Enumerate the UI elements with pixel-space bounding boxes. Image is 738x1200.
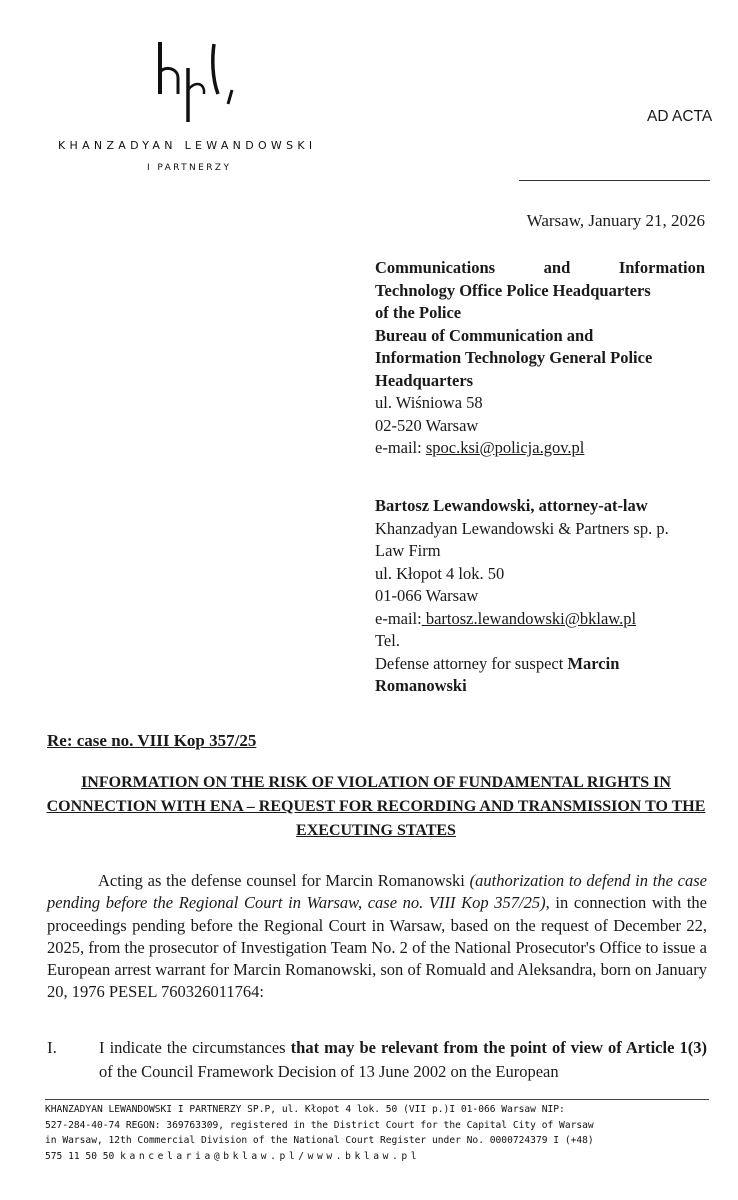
body-paragraph: [47, 870, 707, 1004]
role-name-first: Marcin: [567, 653, 620, 673]
footer-line-3: in Warsaw, 12th Commercial Division of the National Court Register under No. 0000724379 I (+48): [45, 1135, 594, 1146]
email-link[interactable]: spoc.ksi@policja.gov.pl: [425, 438, 585, 457]
attorney-tel: Tel.: [375, 631, 400, 650]
attorney-email-row: [375, 608, 705, 631]
title-line-3: EXECUTING STATES: [296, 822, 456, 839]
para-italic: (authorization to defend in the case pending before the Regional Court in Warsaw, case no. VIII Kop 357/25): [47, 871, 707, 913]
case-reference: Re: case no. VIII Kop 357/25: [47, 731, 257, 750]
list-item: [99, 1036, 707, 1084]
attorney-email-link[interactable]: bartosz.lewandowski@bklaw.pl: [421, 608, 637, 628]
para-text-b: , in connection with the proceedings pending before the Regional Court in Warsaw, based on the request of December 22, 2025, from the prosecutor of Investigation Team No. 2 of the National Prosecutor's Office to issue a European arrest warrant for Marcin Romanowski, son of Romuald and Aleksandra, born on January 20, 1976 PESEL 760326011764:: [47, 893, 707, 1002]
recipient-city: 02-520 Warsaw: [375, 415, 479, 435]
document-title: [45, 771, 707, 843]
footer: [45, 1102, 709, 1164]
attorney-firm-type: Law Firm: [375, 541, 441, 560]
email-label: e-mail:: [375, 438, 426, 457]
footer-line-2: 527-284-40-74 REGON: 369763309, registered in the District Court for the Capital City of Warsaw: [45, 1119, 594, 1131]
recipient-line3: of the Police: [375, 303, 462, 322]
role-name-last: Romanowski: [375, 676, 467, 695]
attorney-firm: Khanzadyan Lewandowski & Partners sp. p.: [375, 518, 669, 538]
recipient-line1a: Communications: [375, 258, 496, 277]
attorney-role: [375, 653, 705, 676]
title-line-1: INFORMATION ON THE RISK OF VIOLATION OF FUNDAMENTAL RIGHTS IN: [81, 774, 671, 791]
firm-name: KHANZADYAN LEWANDOWSKI: [58, 139, 317, 152]
letter-date: Warsaw, January 21, 2026: [526, 211, 705, 230]
para-text-a: Acting as the defense counsel for Marcin Romanowski: [98, 871, 470, 890]
attorney-city: 01-066 Warsaw: [375, 586, 479, 605]
footer-line-4: [45, 1149, 709, 1165]
recipient-email-row: [375, 437, 705, 460]
recipient-line5: Information Technology General Police: [375, 348, 653, 367]
ad-acta-stamp: AD ACTA: [647, 108, 713, 125]
recipient-line2: Technology Office Police Headquarters: [375, 280, 651, 300]
recipient-line4: Bureau of Communication and: [375, 325, 594, 345]
item-text-a: I indicate the circumstances: [99, 1038, 291, 1057]
list-number: I.: [47, 1038, 57, 1057]
recipient-street: ul. Wiśniowa 58: [375, 393, 483, 412]
attorney-name: Bartosz Lewandowski, attorney-at-law: [375, 496, 648, 515]
recipient-line6: Headquarters: [375, 370, 474, 390]
attorney-street: ul. Kłopot 4 lok. 50: [375, 563, 505, 583]
title-line-2: CONNECTION WITH ENA – REQUEST FOR RECORDING AND TRANSMISSION TO THE: [46, 798, 706, 815]
footer-phone: 575 11 50 50: [45, 1150, 121, 1162]
firm-logo: [148, 38, 248, 122]
attorney-email-label: e-mail:: [375, 608, 422, 628]
footer-divider: [45, 1099, 709, 1100]
attorney-block: [375, 495, 705, 698]
footer-line-1: KHANZADYAN LEWANDOWSKI I PARTNERZY SP.P, ul. Kłopot 4 lok. 50 (VII p.)I 01-066 Warsaw NIP:: [45, 1104, 565, 1115]
recipient-line1c: Information: [618, 258, 705, 277]
firm-subtitle: I PARTNERZY: [147, 163, 232, 173]
item-text-b: of the Council Framework Decision of 13 June 2002 on the European: [99, 1062, 559, 1081]
recipient-police: [375, 257, 705, 460]
footer-web[interactable]: kancelaria@bklaw.pl/www.bklaw.pl: [120, 1150, 421, 1162]
recipient-line1b: and: [543, 258, 571, 277]
item-bold: that may be relevant from the point of view of Article 1(3): [290, 1038, 707, 1057]
signature-line: [519, 180, 710, 181]
role-prefix: Defense attorney for suspect: [375, 653, 568, 673]
